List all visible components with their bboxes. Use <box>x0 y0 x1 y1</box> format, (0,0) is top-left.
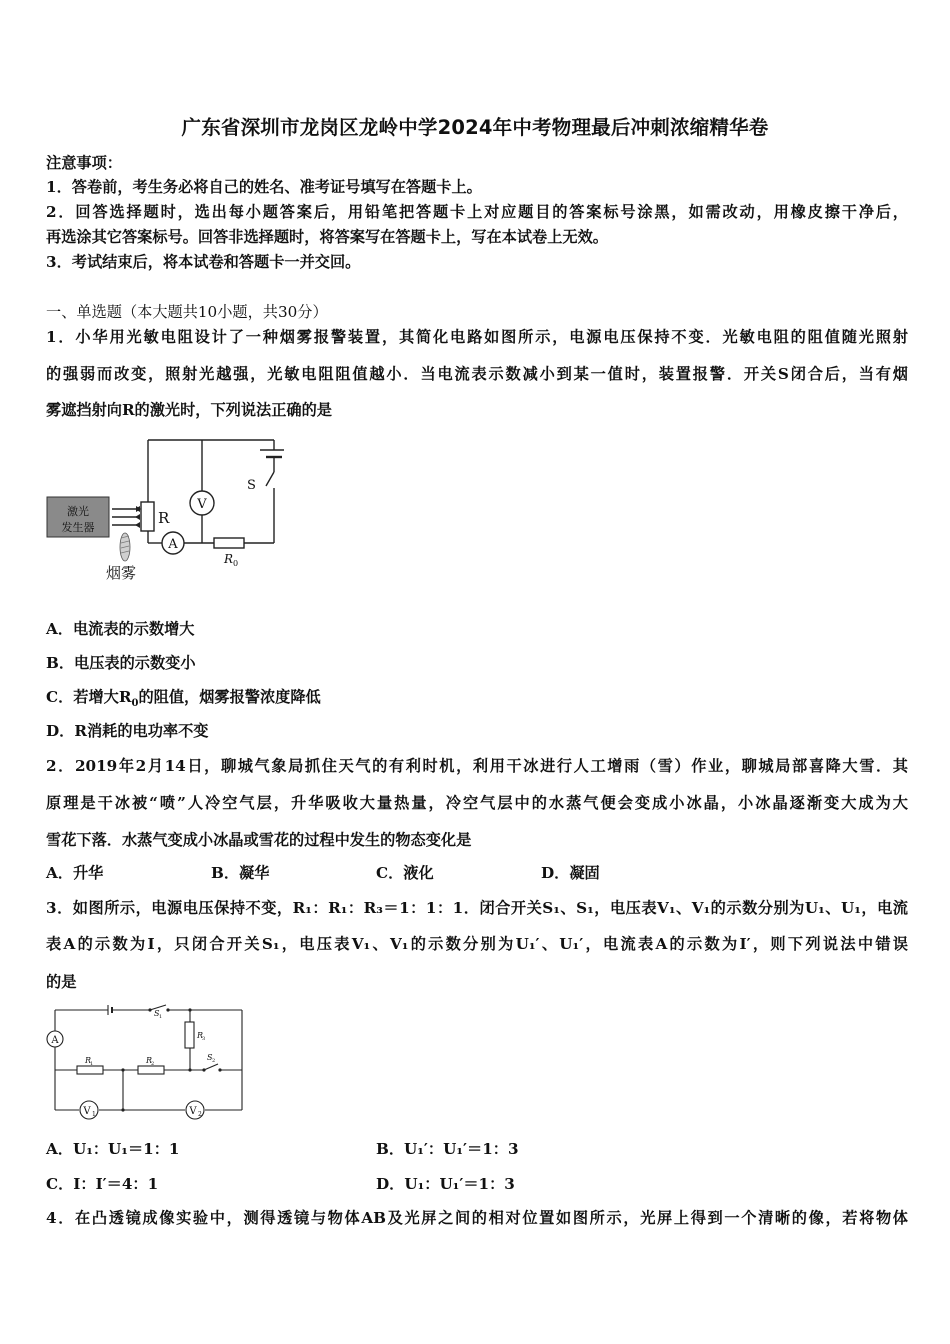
q1-option-a[interactable]: A．电流表的示数增大 <box>46 620 195 638</box>
q3-r1-sub: 1 <box>90 1061 94 1067</box>
q2-option-b[interactable]: B．凝华 <box>211 864 270 882</box>
q2-option-c[interactable]: C．液化 <box>376 864 434 882</box>
q3-s2-label: S <box>207 1053 213 1062</box>
q3-r3-sub: 3 <box>202 1036 206 1042</box>
q2-option-a[interactable]: A．升华 <box>46 864 104 882</box>
q3-line-2: 表A的示数为I，只闭合开关S₁，电压表V₁、V₁的示数分别为U₁′、U₁′，电流表A的示数为I′，则下列说法中错误 <box>46 935 908 953</box>
resistor-r0 <box>214 538 244 548</box>
q3-line-3: 的是 <box>46 973 77 991</box>
q4-line-1: 4．在凸透镜成像实验中，测得透镜与物体AB及光屏之间的相对位置如图所示，光屏上得到一个清晰的像，若将物体 <box>46 1209 908 1227</box>
q3-v1-label: V <box>83 1106 91 1117</box>
q3-r1-label: R <box>85 1056 92 1065</box>
section-heading: 一、单选题（本大题共10小题，共30分） <box>46 303 328 321</box>
v-label: V <box>197 497 207 512</box>
laser-label-1: 激光 <box>67 505 89 518</box>
notice-item-2b: 再选涂其它答案标号。回答非选择题时，将答案写在答题卡上，写在本试卷上无效。 <box>46 228 608 246</box>
q3-resistor-r2 <box>138 1066 164 1074</box>
q3-v1-sub: 1 <box>92 1111 96 1118</box>
q2-option-d[interactable]: D．凝固 <box>541 864 600 882</box>
page-title: 广东省深圳市龙岗区龙岭中学2024年中考物理最后冲刺浓缩精华卷 <box>181 116 769 139</box>
q3-r2-sub: 2 <box>151 1061 155 1067</box>
q3-r2-label: R <box>146 1056 153 1065</box>
q3-r3-label: R <box>197 1031 204 1040</box>
q1-option-c-sub: 0 <box>131 698 139 710</box>
q3-option-a[interactable]: A．U₁：U₁＝1：1 <box>46 1140 180 1158</box>
notice-heading: 注意事项： <box>46 154 122 172</box>
q1-option-c-post: 的阻值，烟雾报警浓度降低 <box>138 688 321 706</box>
q3-circuit-figure <box>44 1000 254 1120</box>
notice-item-3: 3．考试结束后，将本试卷和答题卡一并交回。 <box>46 253 361 271</box>
q3-option-b[interactable]: B．U₁′：U₁′＝1：3 <box>376 1140 519 1158</box>
q3-s1-label: S <box>154 1009 160 1018</box>
q1-circuit-figure <box>44 430 284 585</box>
q2-line-2: 原理是干冰被“喷”人冷空气层，升华吸收大量热量，冷空气层中的水蒸气便会变成小冰晶，小冰晶逐渐变大成为大 <box>46 794 908 812</box>
q3-line-1: 3．如图所示，电源电压保持不变，R₁：R₁：R₃＝1：1：1．闭合开关S₁、S₁，电压表V₁、V₁的示数分别为U₁、U₁，电流 <box>46 899 908 917</box>
q3-v2-sub: 2 <box>198 1111 202 1118</box>
laser-label-2: 发生器 <box>61 521 95 534</box>
r-label: R <box>158 509 170 527</box>
r0-label: R <box>224 552 234 566</box>
q3-s2-sub: 2 <box>212 1058 216 1064</box>
q3-resistor-r3 <box>185 1022 194 1048</box>
q3-option-d[interactable]: D．U₁：U₁′＝1：3 <box>376 1175 515 1193</box>
notice-item-2a: 2．回答选择题时，选出每小题答案后，用铅笔把答题卡上对应题目的答案标号涂黑，如需改动，用橡皮擦干净后， <box>46 203 908 221</box>
q1-option-c-pre: C．若增大R <box>46 688 132 706</box>
s-label: S <box>247 478 256 493</box>
q3-s1-sub: 1 <box>159 1014 163 1020</box>
q1-option-b[interactable]: B．电压表的示数变小 <box>46 654 196 672</box>
q1-line-2: 的强弱而改变，照射光越强，光敏电阻阻值越小．当电流表示数减小到某一值时，装置报警．开关S闭合后，当有烟 <box>46 365 908 383</box>
q3-option-c[interactable]: C．I：I′＝4：1 <box>46 1175 159 1193</box>
q1-line-3: 雾遮挡射向R的激光时，下列说法正确的是 <box>46 401 332 419</box>
a-label: A <box>168 537 178 552</box>
q2-line-1: 2．2019年2月14日，聊城气象局抓住天气的有利时机，利用干冰进行人工增雨（雪）作业，聊城局部喜降大雪．其 <box>46 757 908 775</box>
smoke-label: 烟雾 <box>106 564 137 582</box>
q3-v2-label: V <box>189 1106 197 1117</box>
q1-line-1: 1．小华用光敏电阻设计了一种烟雾报警装置，其简化电路如图所示，电源电压保持不变．光敏电阻的阻值随光照射 <box>46 328 908 346</box>
q3-resistor-r1 <box>77 1066 103 1074</box>
q2-line-3: 雪花下落．水蒸气变成小冰晶或雪花的过程中发生的物态变化是 <box>46 831 472 849</box>
q1-option-d[interactable]: D．R消耗的电功率不变 <box>46 722 209 740</box>
q3-a-label: A <box>51 1035 59 1046</box>
q1-option-c[interactable] <box>46 687 321 714</box>
photoresistor-r <box>141 502 154 531</box>
r0-subscript: 0 <box>233 559 239 568</box>
notice-item-1: 1．答卷前，考生务必将自己的姓名、准考证号填写在答题卡上。 <box>46 178 482 196</box>
